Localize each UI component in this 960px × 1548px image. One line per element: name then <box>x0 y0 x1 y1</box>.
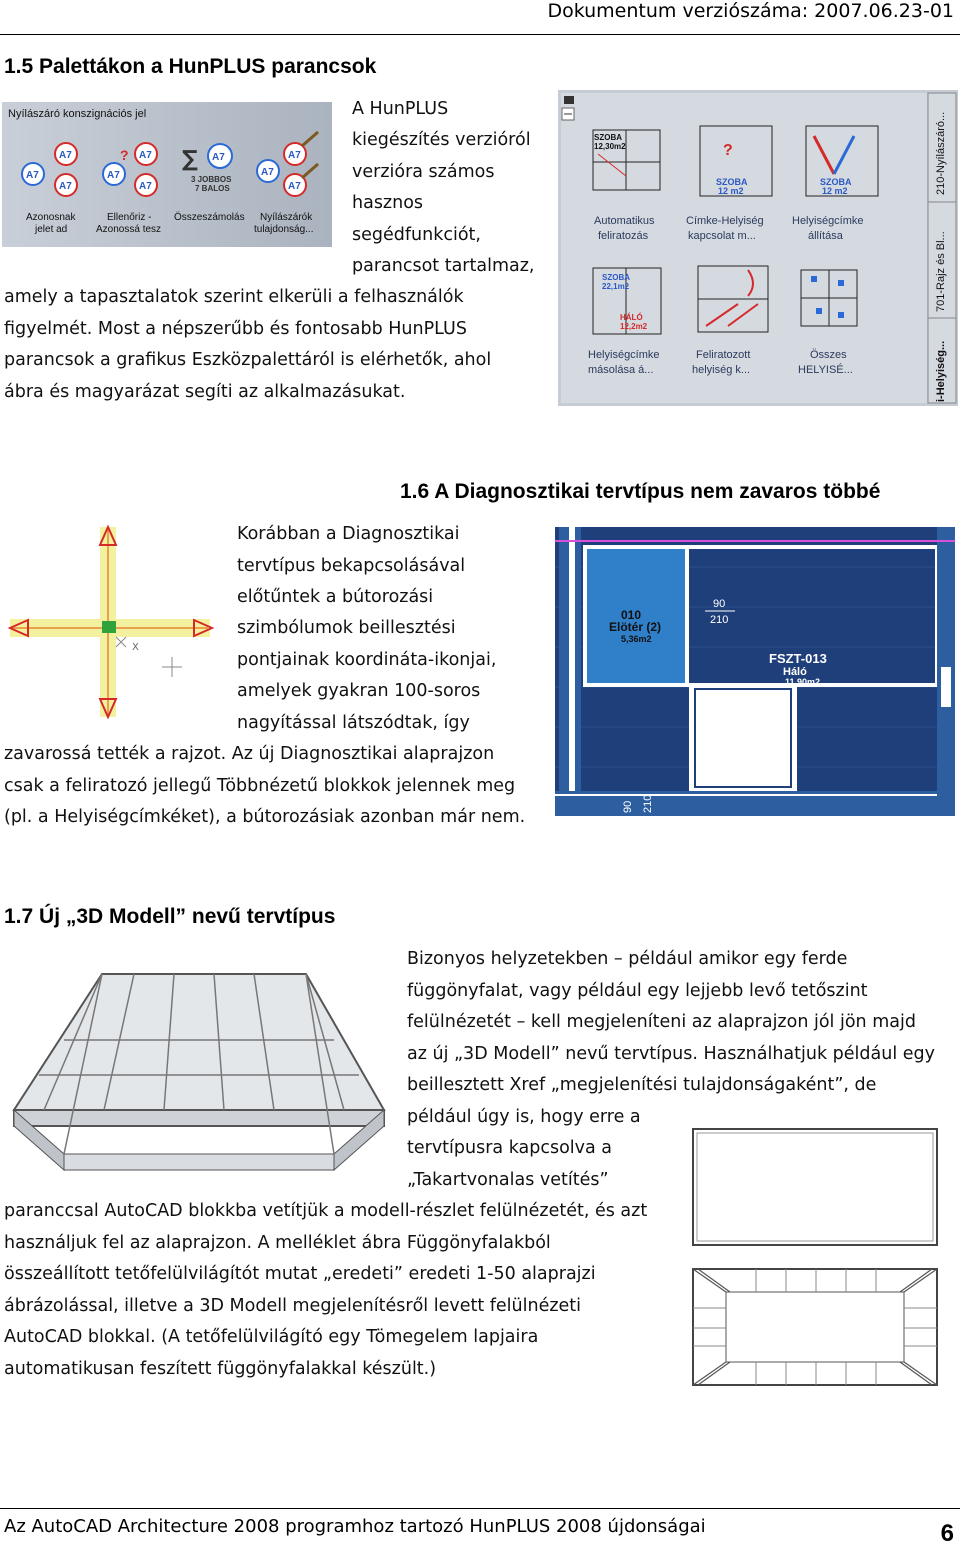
s16-line-9: csak a feliratozó jellegű Többnézetű blokkok jelennek meg <box>4 776 516 796</box>
coordinate-icons-image <box>4 517 226 729</box>
header-rule <box>0 34 960 35</box>
palette-image-helyiseg <box>558 90 958 406</box>
s15-line-5: segédfunkciót, <box>352 225 481 245</box>
svg-text:SZOBA: SZOBA <box>820 177 852 187</box>
svg-text:90: 90 <box>713 598 726 610</box>
s17-line-13: AutoCAD blokkal. (A tetőfelülvilágító egy Tömegelem lapjaira <box>4 1327 539 1347</box>
footer-text: Az AutoCAD Architecture 2008 programhoz tartozó HunPLUS 2008 újdonságai <box>4 1516 706 1537</box>
svg-text:A7: A7 <box>59 150 72 161</box>
s15-line-7: amely a tapasztalatok szerint elkerüli a felhasználók <box>4 287 464 307</box>
svg-text:SZOBA: SZOBA <box>716 177 748 187</box>
s15-line-4: hasznos <box>352 193 424 213</box>
svg-text:Összes: Összes <box>810 349 847 361</box>
svg-text:A7: A7 <box>107 170 120 181</box>
svg-text:Automatikus: Automatikus <box>594 215 655 227</box>
svg-text:SZOBA: SZOBA <box>602 273 630 282</box>
skylight-topview-block-image <box>692 1268 938 1386</box>
svg-text:Ellenőriz -: Ellenőriz - <box>107 212 152 223</box>
s15-line-2: kiegészítés verzióról <box>352 130 531 150</box>
s17-line-8: „Takartvonalas vetítés” <box>407 1170 609 1190</box>
svg-text:Helyiségcímke: Helyiségcímke <box>588 349 660 361</box>
svg-text:A7: A7 <box>288 181 301 192</box>
s17-line-6: például úgy is, hogy erre a <box>407 1107 641 1127</box>
svg-text:11,90m2: 11,90m2 <box>785 677 821 687</box>
coord-axis-label: X <box>132 642 139 653</box>
svg-text:HELYISÉ...: HELYISÉ... <box>798 364 853 376</box>
svg-text:12,30m2: 12,30m2 <box>594 142 626 151</box>
svg-text:tulajdonság...: tulajdonság... <box>254 224 314 235</box>
diagnostic-floorplan-image <box>555 527 955 816</box>
s16-line-6: amelyek gyakran 100-soros <box>237 681 481 701</box>
s17-line-4: az új „3D Modell” nevű tervtípus. Használhatjuk például egy <box>407 1044 935 1064</box>
svg-text:Címke-Helyiség: Címke-Helyiség <box>686 215 764 227</box>
svg-text:12 m2: 12 m2 <box>822 186 848 196</box>
svg-text:701-Rajz és Bl...: 701-Rajz és Bl... <box>935 231 947 312</box>
s17-line-3: felülnézetét – kell megjeleníteni az alaprajzon jól jön majd <box>407 1012 916 1032</box>
s17-line-14: automatikusan feszített függönyfalakkal készült.) <box>4 1359 437 1379</box>
svg-text:210: 210 <box>710 734 729 746</box>
palette1-header: Nyílászáró konszignációs jel <box>8 108 147 120</box>
palette-image-konszignacio <box>2 102 332 247</box>
s17-line-11: összeállított tetőfelülvilágítót mutat „eredeti” eredeti 1-50 alaprajzi <box>4 1264 596 1284</box>
s15-line-1: A HunPLUS <box>352 99 449 119</box>
svg-text:Azonosnak: Azonosnak <box>26 212 76 223</box>
s16-line-1: Korábban a Diagnosztikai <box>237 524 460 544</box>
footer-rule <box>0 1508 960 1509</box>
svg-text:A7: A7 <box>59 181 72 192</box>
section-1-5-title: 1.5 Palettákon a HunPLUS parancsok <box>4 55 377 78</box>
s15-line-8: figyelmét. Most a népszerűbb és fontosabb HunPLUS <box>4 319 467 339</box>
s16-line-7: nagyítással látszódtak, így <box>237 713 470 733</box>
svg-text:i-Helyiség...: i-Helyiség... <box>935 340 947 402</box>
s16-line-4: szimbólumok beillesztési <box>237 618 456 638</box>
svg-text:?: ? <box>120 147 129 163</box>
svg-text:5,36m2: 5,36m2 <box>621 634 652 644</box>
skylight-plan-original-image <box>692 1128 938 1246</box>
svg-text:90: 90 <box>622 800 634 813</box>
svg-text:Azonossá tesz: Azonossá tesz <box>96 224 162 235</box>
skylight-3d-image <box>4 960 394 1180</box>
svg-text:210: 210 <box>710 614 729 626</box>
svg-text:feliratozás: feliratozás <box>598 230 649 242</box>
s16-line-2: tervtípus bekapcsolásával <box>237 556 466 576</box>
svg-text:A7: A7 <box>26 170 39 181</box>
svg-text:22,1m2: 22,1m2 <box>602 282 630 291</box>
s16-line-3: előtűntek a bútorozási <box>237 587 434 607</box>
s16-line-8: zavarossá tették a rajzot. Az új Diagnosztikai alaprajzon <box>4 744 495 764</box>
s17-line-7: tervtípusra kapcsolva a <box>407 1138 613 1158</box>
section-1-6-title: 1.6 A Diagnosztikai tervtípus nem zavaros többé <box>400 480 881 503</box>
svg-text:másolása á...: másolása á... <box>588 364 654 376</box>
svg-text:A7: A7 <box>261 167 274 178</box>
svg-text:kapcsolat m...: kapcsolat m... <box>688 230 756 242</box>
svg-text:Összeszámolás: Összeszámolás <box>174 212 245 223</box>
svg-text:HÁLÓ: HÁLÓ <box>620 313 643 322</box>
svg-text:jelet ad: jelet ad <box>35 224 68 235</box>
s17-line-5: beillesztett Xref „megjelenítési tulajdonságaként”, de <box>407 1075 877 1095</box>
svg-text:7 BALOS: 7 BALOS <box>195 184 230 193</box>
page-number: 6 <box>940 1520 954 1547</box>
s17-line-12: ábrázolással, illetve a 3D Modell megjelenítésről levett felülnézeti <box>4 1296 582 1316</box>
svg-text:Feliratozott: Feliratozott <box>696 349 751 361</box>
s15-line-3: verzióra számos <box>352 162 495 182</box>
svg-text:210-Nyílászáró...: 210-Nyílászáró... <box>935 111 947 195</box>
svg-text:Háló: Háló <box>783 666 807 678</box>
svg-text:A7: A7 <box>288 150 301 161</box>
svg-text:010: 010 <box>621 608 642 622</box>
svg-text:Nyílászárók: Nyílászárók <box>260 212 313 223</box>
svg-text:helyiség k...: helyiség k... <box>692 364 751 376</box>
s16-line-5: pontjainak koordináta-ikonjai, <box>237 650 497 670</box>
svg-text:állítása: állítása <box>808 230 843 242</box>
svg-text:A7: A7 <box>139 150 152 161</box>
svg-text:Elötér (2): Elötér (2) <box>609 620 662 634</box>
svg-text:A7: A7 <box>212 152 225 163</box>
s17-line-2: függönyfalat, vagy például egy lejjebb levő tetőszint <box>407 981 868 1001</box>
svg-text:SZOBA: SZOBA <box>594 133 622 142</box>
document-version: Dokumentum verziószáma: 2007.06.23-01 <box>547 0 954 22</box>
svg-text:?: ? <box>723 142 733 159</box>
s17-line-9: paranccsal AutoCAD blokkba vetítjük a modell-részlet felülnézetét, és azt <box>4 1201 648 1221</box>
svg-text:3 JOBBOS: 3 JOBBOS <box>191 175 232 184</box>
svg-text:∑: ∑ <box>182 147 198 172</box>
svg-text:210: 210 <box>642 794 654 813</box>
s15-line-10: ábra és magyarázat segíti az alkalmazásukat. <box>4 382 406 402</box>
svg-text:FSZT-013: FSZT-013 <box>769 651 827 666</box>
svg-text:12 m2: 12 m2 <box>718 186 744 196</box>
s15-line-9: parancsok a grafikus Eszközpalettáról is elérhetők, ahol <box>4 350 492 370</box>
s17-line-10: használjuk fel az alaprajzon. A melléklet ábra Függönyfalakból <box>4 1233 551 1253</box>
s15-line-6: parancsot tartalmaz, <box>352 256 535 276</box>
svg-text:90: 90 <box>713 718 726 730</box>
svg-text:12,2m2: 12,2m2 <box>620 322 648 331</box>
s17-line-1: Bizonyos helyzetekben – például amikor egy ferde <box>407 949 848 969</box>
svg-text:A7: A7 <box>139 181 152 192</box>
s16-line-10: (pl. a Helyiségcímkéket), a bútorozásiak azonban már nem. <box>4 807 526 827</box>
section-1-7-title: 1.7 Új „3D Modell” nevű tervtípus <box>4 905 336 928</box>
svg-text:Helyiségcímke: Helyiségcímke <box>792 215 864 227</box>
